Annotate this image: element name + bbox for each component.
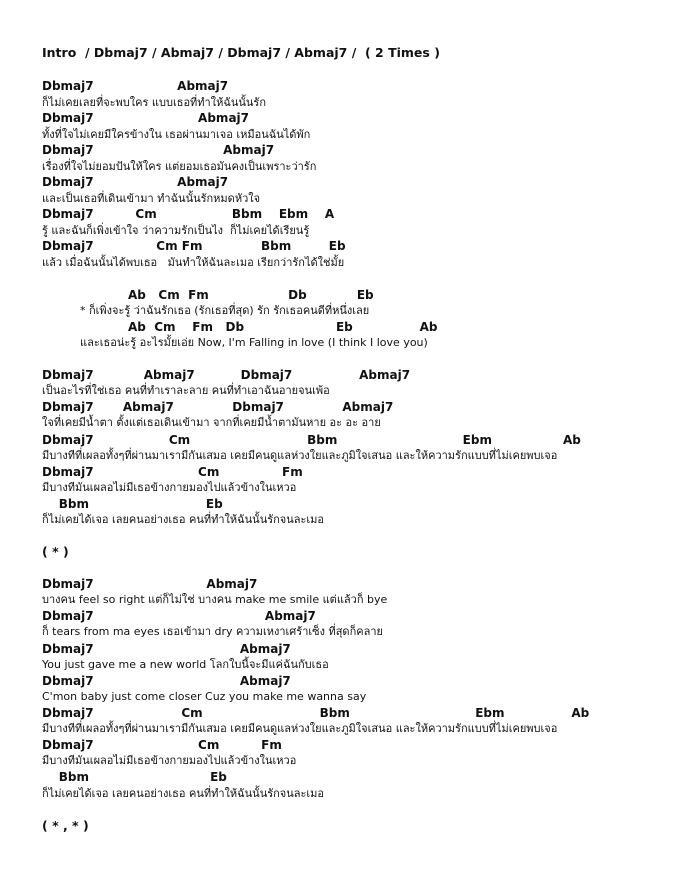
- chord-line: Dbmaj7 Abmaj7 Dbmaj7 Abmaj7: [42, 400, 394, 414]
- chord-line: Dbmaj7 Abmaj7: [42, 577, 258, 591]
- lyric-line: ก็ tears from ma eyes เธอเข้ามา dry ความเหงาเศร้าเซ็ง ที่สุดก็คลาย: [42, 625, 383, 638]
- lyric-line: เป็นอะไรที่ใช่เธอ คนที่ทำเราละลาย คนที่ทำเอาฉันอายจนเพ้อ: [42, 384, 330, 397]
- lyric-line: ก็ไม่เคยได้เจอ เลยคนอย่างเธอ คนที่ทำให้ฉันนั้นรักจนละเมอ: [42, 513, 325, 526]
- lyric-line: ก็ไม่เคยได้เจอ เลยคนอย่างเธอ คนที่ทำให้ฉันนั้นรักจนละเมอ: [42, 787, 325, 800]
- lyric-line: แล้ว เมื่อฉันนั้นได้พบเธอ มันทำให้ฉันละเมอ เรียกว่ารักได้ใช่มั้ย: [42, 256, 345, 269]
- chord-line: Dbmaj7 Cm Fm: [42, 465, 303, 479]
- chord-line: Dbmaj7 Abmaj7: [42, 111, 249, 125]
- lyric-line: รู้ และฉันก็เพิ่งเข้าใจ ว่าความรักเป็นไง ก็ไม่เคยได้เรียนรู้: [42, 224, 310, 237]
- lyric-line: ใจที่เคยมีน้ำตา ตั้งแต่เธอเดินเข้ามา จากที่เคยมีน้ำตามันหาย อะ อะ อาย: [42, 416, 381, 429]
- lyric-line: เรื่องที่ใจไม่ยอมปันให้ใคร แต่ยอมเธอมันคงเป็นเพราะว่ารัก: [42, 160, 317, 173]
- chord-line: Dbmaj7 Cm Bbm Ebm A: [42, 207, 335, 221]
- chord-line: Dbmaj7 Abmaj7: [42, 143, 275, 157]
- chorus-repeat-marker: ( * ): [42, 544, 69, 559]
- lyric-line: C'mon baby just come closer Cuz you make me wanna say: [42, 690, 367, 703]
- chord-line: Dbmaj7 Cm Bbm Ebm Ab: [42, 433, 581, 447]
- chord-line: Ab Cm Fm Db Eb Ab: [128, 320, 438, 334]
- chord-line: Bbm Eb: [42, 497, 223, 511]
- chord-line: Dbmaj7 Abmaj7: [42, 674, 291, 688]
- lyric-line: You just gave me a new world โลกใบนี้จะมีแค่ฉันกับเธอ: [42, 658, 329, 671]
- lyric-line: และเธอน่ะรู้ อะไรมั้ยเอ่ย Now, I'm Falling in love (I think I love you): [80, 336, 428, 349]
- lyric-line: มีบางทีที่เผลอทั้งๆที่ผ่านมาเรามีกันเสมอ เคยมีคนดูแลห่วงใยและภูมิใจเสนอ และให้ความรักแบบที่ไม่เคยพบเจอ: [42, 722, 558, 735]
- chord-line: Dbmaj7 Cm Bbm Ebm Ab: [42, 706, 590, 720]
- chord-line: Dbmaj7 Cm Fm: [42, 738, 282, 752]
- lyric-line: มีบางทีมันเผลอไม่มีเธอข้างกายมองไปแล้วข้างในเหวอ: [42, 754, 297, 767]
- lyric-line: มีบางทีที่เผลอทั้งๆที่ผ่านมาเรามีกันเสมอ เคยมีคนดูแลห่วงใยและภูมิใจเสนอ และให้ความรักแบบที่ไม่เคยพบเจอ: [42, 449, 558, 462]
- chord-line: Dbmaj7 Abmaj7: [42, 609, 316, 623]
- chord-line: Bbm Eb: [42, 770, 227, 784]
- lyric-line: * ก็เพิ่งจะรู้ ว่าฉันรักเธอ (รักเธอที่สุด) รัก รักเธอคนดีที่หนึ่งเลย: [80, 304, 370, 317]
- chord-line: Dbmaj7 Abmaj7 Dbmaj7 Abmaj7: [42, 368, 411, 382]
- lyric-line: ทั้งที่ใจไม่เคยมีใครข้างใน เธอผ่านมาเจอ เหมือนฉันได้พัก: [42, 128, 311, 141]
- lyric-line: และเป็นเธอที่เดินเข้ามา ทำฉันนั้นรักหมดหัวใจ: [42, 192, 261, 205]
- chorus-repeat-marker: ( * , * ): [42, 818, 89, 833]
- chord-line: Dbmaj7 Cm Fm Bbm Eb: [42, 239, 346, 253]
- lyric-line: ก็ไม่เคยเลยที่จะพบใคร แบบเธอที่ทำให้ฉันนั้นรัก: [42, 96, 266, 109]
- chord-line: Dbmaj7 Abmaj7: [42, 79, 229, 93]
- chord-line: Ab Cm Fm Db Eb: [128, 288, 374, 302]
- chord-line: Dbmaj7 Abmaj7: [42, 642, 291, 656]
- lyric-line: มีบางทีมันเผลอไม่มีเธอข้างกายมองไปแล้วข้างในเหวอ: [42, 481, 297, 494]
- lyric-line: บางคน feel so right แต่ก็ไม่ใช่ บางคน make me smile แต่แล้วก็ bye: [42, 593, 388, 606]
- chord-line: Dbmaj7 Abmaj7: [42, 175, 229, 189]
- intro-line: Intro / Dbmaj7 / Abmaj7 / Dbmaj7 / Abmaj7 / ( 2 Times ): [42, 45, 440, 60]
